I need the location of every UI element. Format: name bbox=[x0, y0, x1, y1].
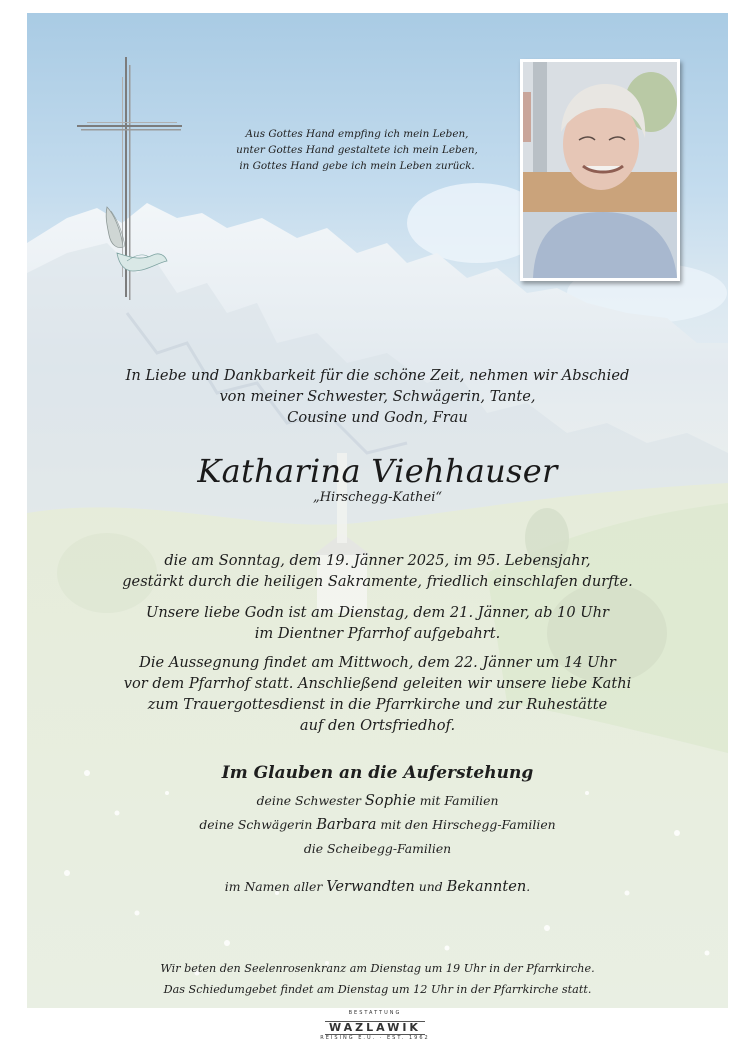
logo-top-text: BESTATTUNG bbox=[348, 1010, 402, 1016]
dove-icon bbox=[117, 253, 167, 271]
service-notes bbox=[27, 958, 728, 1000]
intro-line: In Liebe und Dankbarkeit für die schöne Zeit, nehmen wir Abschied bbox=[125, 367, 630, 384]
relatives-prefix: im Namen aller bbox=[224, 879, 327, 894]
mourner-suffix: mit den Hirschegg-Familien bbox=[376, 817, 556, 832]
mourner-line bbox=[27, 813, 728, 837]
mourner-line bbox=[27, 837, 728, 861]
relatives-joiner: und bbox=[414, 879, 447, 894]
portrait-image bbox=[523, 62, 677, 278]
funeral-line: Die Aussegnung findet am Mittwoch, dem 22. Jänner um 14 Uhr bbox=[139, 654, 616, 671]
deceased-name: Katharina Viehhauser bbox=[197, 452, 558, 490]
logo-bottom-text: REISING E.U. · EST. 1962 bbox=[320, 1035, 430, 1041]
relatives-word: Bekannten bbox=[446, 878, 527, 895]
verse-line: in Gottes Hand gebe ich mein Leben zurück. bbox=[239, 160, 475, 172]
mourner-relation: deine Schwägerin bbox=[199, 817, 317, 832]
mourner-line bbox=[27, 789, 728, 813]
intro-line: von meiner Schwester, Schwägerin, Tante, bbox=[219, 388, 536, 405]
relatives-suffix: . bbox=[526, 879, 531, 894]
laid-out-notice bbox=[27, 602, 728, 644]
intro-line: Cousine und Godn, Frau bbox=[287, 409, 468, 426]
intro-text bbox=[27, 365, 728, 428]
faith-heading: Im Glauben an die Auferstehung bbox=[221, 763, 534, 783]
mourners-list bbox=[27, 789, 728, 861]
laid-out-line: im Dientner Pfarrhof aufgebahrt. bbox=[254, 625, 501, 642]
service-note: Wir beten den Seelenrosenkranz am Dienstag um 19 Uhr in der Pfarrkirche. bbox=[160, 962, 595, 975]
laid-out-line: Unsere liebe Godn ist am Dienstag, dem 21. Jänner, ab 10 Uhr bbox=[146, 604, 609, 621]
verse-line: Aus Gottes Hand empfing ich mein Leben, bbox=[245, 128, 469, 140]
mourner-suffix: mit Familien bbox=[415, 793, 499, 808]
relatives-line bbox=[27, 875, 728, 899]
mourner-name: Sophie bbox=[364, 792, 416, 809]
funeral-line: zum Trauergottesdienst in die Pfarrkirche und zur Ruhestätte bbox=[147, 696, 608, 713]
mourner-relation: die Scheibegg-Familien bbox=[303, 841, 452, 856]
verse-line: unter Gottes Hand gestaltete ich mein Leben, bbox=[236, 144, 478, 156]
death-notice bbox=[27, 550, 728, 592]
mourner-relation: deine Schwester bbox=[256, 793, 365, 808]
deceased-nickname: „Hirschegg-Kathei“ bbox=[312, 490, 443, 505]
funeral-notice bbox=[27, 652, 728, 736]
death-line: gestärkt durch die heiligen Sakramente, friedlich einschlafen durfte. bbox=[122, 573, 633, 590]
service-note: Das Schiedumgebet findet am Dienstag um 12 Uhr in der Pfarrkirche statt. bbox=[163, 983, 592, 996]
relatives-word: Verwandten bbox=[326, 878, 415, 895]
mourner-name: Barbara bbox=[316, 816, 377, 833]
logo-name: WAZLAWIK bbox=[325, 1021, 425, 1035]
death-line: die am Sonntag, dem 19. Jänner 2025, im 95. Lebensjahr, bbox=[164, 552, 591, 569]
verse bbox=[192, 126, 522, 174]
obituary-card bbox=[27, 13, 728, 1008]
funeral-home-logo bbox=[0, 1010, 750, 1041]
portrait-photo bbox=[520, 59, 680, 281]
cross-icon bbox=[77, 57, 187, 307]
funeral-line: vor dem Pfarrhof statt. Anschließend geleiten wir unsere liebe Kathi bbox=[123, 675, 632, 692]
funeral-line: auf den Ortsfriedhof. bbox=[299, 717, 456, 734]
